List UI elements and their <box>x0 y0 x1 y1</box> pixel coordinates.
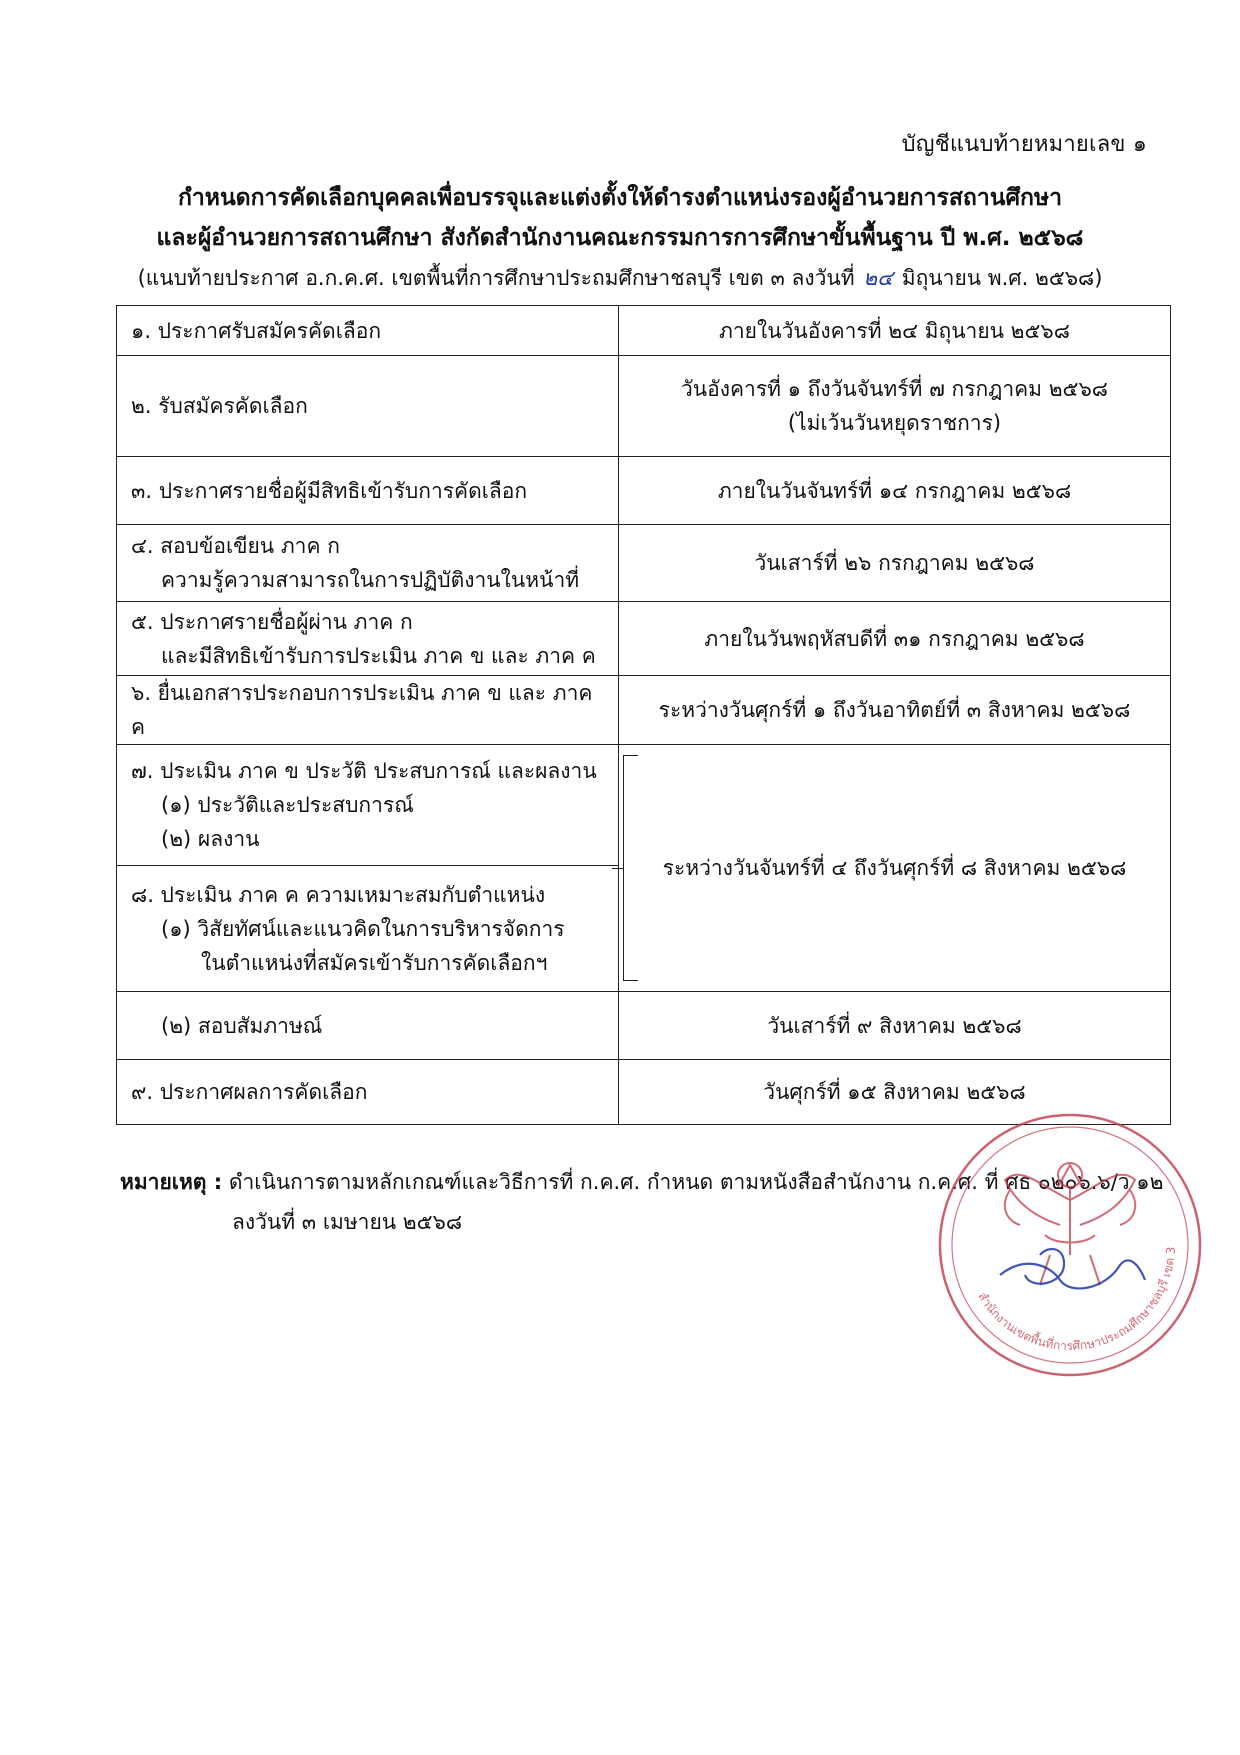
table-row <box>117 676 1171 745</box>
footnote-line-2: ลงวันที่ ๓ เมษายน ๒๕๖๘ <box>232 1210 463 1234</box>
date-text: ระหว่างวันจันทร์ที่ ๔ ถึงวันศุกร์ที่ ๘ สิงหาคม ๒๕๖๘ <box>662 856 1127 880</box>
step-cell: ๓. ประกาศรายชื่อผู้มีสิทธิเข้ารับการคัดเลือก <box>117 457 619 525</box>
step-cell <box>117 602 619 676</box>
heading-line-2: และผู้อำนวยการสถานศึกษา สังกัดสำนักงานคณะกรรมการการศึกษาขั้นพื้นฐาน ปี พ.ศ. ๒๕๖๘ <box>156 225 1084 251</box>
date-line: วันอังคารที่ ๑ ถึงวันจันทร์ที่ ๗ กรกฎาคม ๒๕๖๘ <box>681 377 1108 401</box>
step-cell <box>117 525 619 602</box>
step-cell <box>117 992 619 1060</box>
heading-line-3-suffix: มิถุนายน พ.ศ. ๒๕๖๘) <box>901 266 1103 290</box>
table-row <box>117 992 1171 1060</box>
signature-mark <box>1000 1249 1145 1288</box>
step-line: ๗. ประเมิน ภาค ข ประวัติ ประสบการณ์ และผลงาน <box>131 759 597 783</box>
official-seal-stamp <box>930 1105 1210 1385</box>
step-line: ในตำแหน่งที่สมัครเข้ารับการคัดเลือกฯ <box>201 950 548 975</box>
annex-label: บัญชีแนบท้ายหมายเลข ๑ <box>901 132 1147 157</box>
footnote-label: หมายเหตุ : <box>120 1170 223 1194</box>
date-cell-merged <box>619 745 1171 992</box>
step-line: (๒) สอบสัมภาษณ์ <box>161 1013 323 1038</box>
step-cell <box>117 866 619 992</box>
table-row <box>117 356 1171 457</box>
step-line: (๑) วิสัยทัศน์และแนวคิดในการบริหารจัดการ <box>161 916 565 941</box>
date-cell <box>619 356 1171 457</box>
step-line: ๔. สอบข้อเขียน ภาค ก <box>131 534 340 558</box>
table-row <box>117 306 1171 356</box>
document-heading <box>0 178 1240 298</box>
step-line: ความรู้ความสามารถในการปฏิบัติงานในหน้าที่ <box>161 568 580 592</box>
seal-graphic <box>930 1105 1210 1385</box>
heading-line-1: กำหนดการคัดเลือกบุคคลเพื่อบรรจุและแต่งตั้งให้ดำรงตำแหน่งรองผู้อำนวยการสถานศึกษา <box>177 185 1063 211</box>
heading-line-3 <box>0 258 1240 298</box>
date-cell: ระหว่างวันศุกร์ที่ ๑ ถึงวันอาทิตย์ที่ ๓ สิงหาคม ๒๕๖๘ <box>619 676 1171 745</box>
date-cell: ภายในวันอังคารที่ ๒๔ มิถุนายน ๒๕๖๘ <box>619 306 1171 356</box>
date-cell: วันศุกร์ที่ ๑๕ สิงหาคม ๒๕๖๘ <box>619 1060 1171 1125</box>
garuda-emblem <box>1005 1163 1135 1285</box>
table-row <box>117 457 1171 525</box>
heading-line-3-prefix: (แนบท้ายประกาศ อ.ก.ค.ศ. เขตพื้นที่การศึกษาประถมศึกษาชลบุรี เขต ๓ ลงวันที่ <box>137 266 855 290</box>
date-cell: ภายในวันจันทร์ที่ ๑๔ กรกฎาคม ๒๕๖๘ <box>619 457 1171 525</box>
table-row <box>117 525 1171 602</box>
date-line: (ไม่เว้นวันหยุดราชการ) <box>787 411 1002 435</box>
step-line: (๑) ประวัติและประสบการณ์ <box>161 793 414 817</box>
step-cell: ๒. รับสมัครคัดเลือก <box>117 356 619 457</box>
table-row <box>117 602 1171 676</box>
step-line: และมีสิทธิเข้ารับการประเมิน ภาค ข และ ภาค ค <box>161 643 596 668</box>
step-line: ๕. ประกาศรายชื่อผู้ผ่าน ภาค ก <box>131 609 413 634</box>
schedule-table <box>116 305 1171 1125</box>
handwritten-day: ๒๔ <box>863 266 894 290</box>
step-cell: ๑. ประกาศรับสมัครคัดเลือก <box>117 306 619 356</box>
step-cell <box>117 745 619 866</box>
step-line: (๒) ผลงาน <box>161 827 260 851</box>
date-cell: วันเสาร์ที่ ๒๖ กรกฎาคม ๒๕๖๘ <box>619 525 1171 602</box>
brace-bracket <box>623 755 638 981</box>
seal-ring-text: สำนักงานเขตพื้นที่การศึกษาประถมศึกษาชลบุรี เขต 3 <box>975 1246 1179 1354</box>
date-cell: วันเสาร์ที่ ๙ สิงหาคม ๒๕๖๘ <box>619 992 1171 1060</box>
step-line: ๘. ประเมิน ภาค ค ความเหมาะสมกับตำแหน่ง <box>131 882 546 907</box>
step-cell: ๙. ประกาศผลการคัดเลือก <box>117 1060 619 1125</box>
date-cell: ภายในวันพฤหัสบดีที่ ๓๑ กรกฎาคม ๒๕๖๘ <box>619 602 1171 676</box>
table-row <box>117 745 1171 866</box>
step-cell: ๖. ยื่นเอกสารประกอบการประเมิน ภาค ข และ ภาค ค <box>117 676 619 745</box>
footnote-line-1: ดำเนินการตามหลักเกณฑ์และวิธีการที่ ก.ค.ศ. กำหนด ตามหนังสือสำนักงาน ก.ค.ศ. ที่ ศธ ๐๒๐๖.๖/ว ๑๒ <box>228 1170 1164 1194</box>
